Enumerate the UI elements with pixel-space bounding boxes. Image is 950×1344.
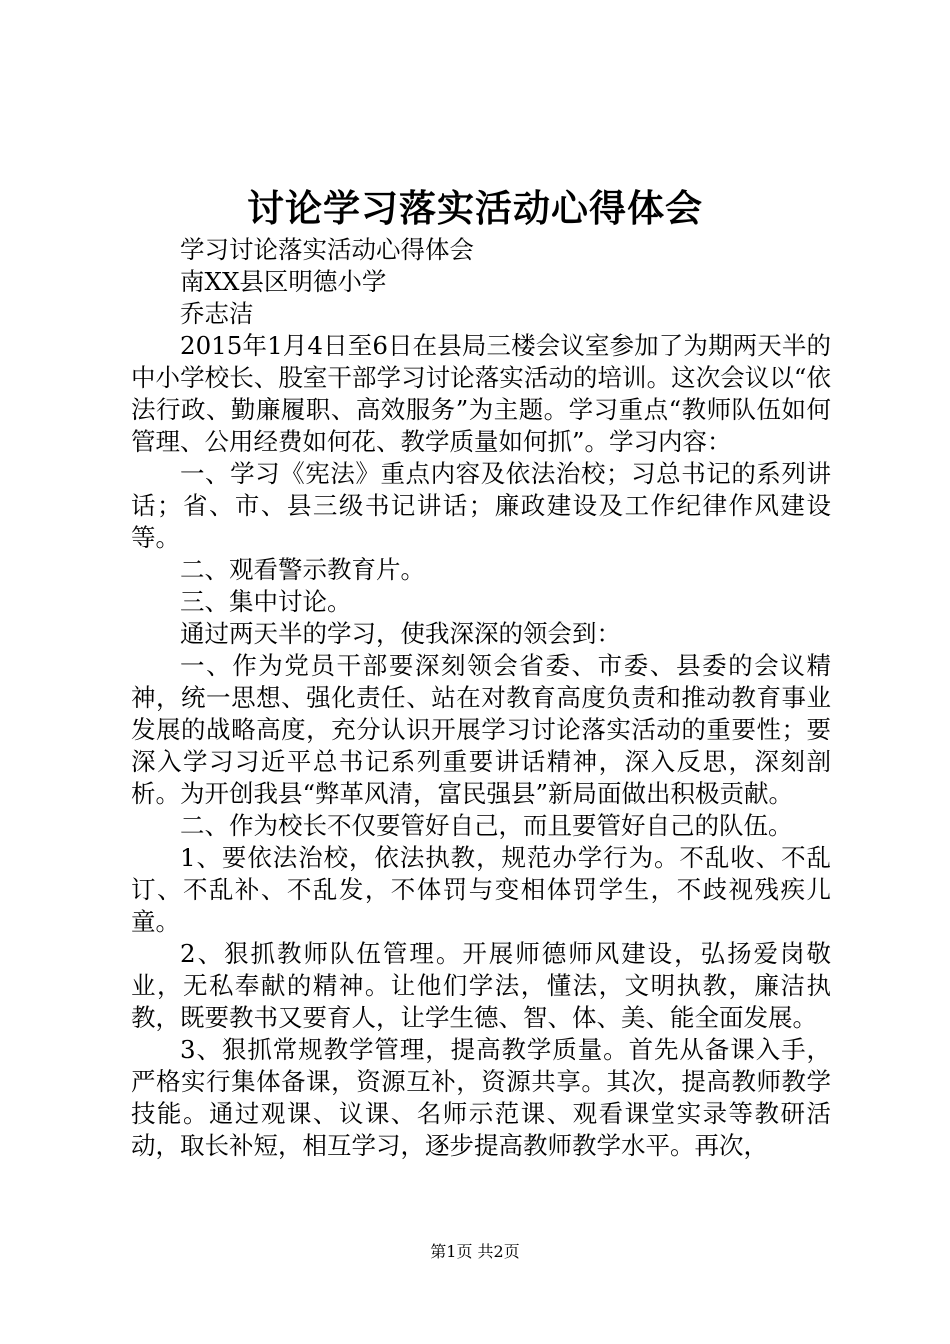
page-number-footer: 第1页 共2页 [430, 1242, 520, 1261]
body-paragraph: 2、狠抓教师队伍管理。开展师德师风建设，弘扬爱岗敬业，无私奉献的精神。让他们学法，懂法，文明执教，廉洁执教，既要教书又要育人，让学生德、智、体、美、能全面发展。 [131, 939, 831, 1032]
author-name-paragraph: 乔志洁 [180, 299, 254, 328]
school-name-paragraph: 南XX县区明德小学 [180, 267, 387, 296]
subtitle-paragraph: 学习讨论落实活动心得体会 [180, 235, 474, 264]
body-paragraph: 二、观看警示教育片。 [180, 555, 425, 584]
body-paragraph: 通过两天半的学习，使我深深的领会到： [180, 619, 621, 648]
body-paragraph: 二、作为校长不仅要管好自己，而且要管好自己的队伍。 [180, 811, 793, 840]
body-paragraph: 一、学习《宪法》重点内容及依法治校；习总书记的系列讲话；省、市、县三级书记讲话；廉政建设及工作纪律作风建设等。 [131, 459, 831, 552]
body-paragraph: 3、狠抓常规教学管理，提高教学质量。首先从备课入手，严格实行集体备课，资源互补，资源共享。其次，提高教师教学技能。通过观课、议课、名师示范课、观看课堂实录等教研活动，取长补短，相互学习，逐步提高教师教学水平。再次， [131, 1035, 831, 1160]
document-body [131, 234, 831, 1162]
body-paragraph: 2015年1月4日至6日在县局三楼会议室参加了为期两天半的中小学校长、股室干部学习讨论落实活动的培训。这次会议以“依法行政、勤廉履职、高效服务”为主题。学习重点“教师队伍如何管理、公用经费如何花、教学质量如何抓”。学习内容： [131, 331, 831, 456]
document-title: 讨论学习落实活动心得体会 [247, 187, 703, 230]
body-paragraph: 1、要依法治校，依法执教，规范办学行为。不乱收、不乱订、不乱补、不乱发，不体罚与变相体罚学生，不歧视残疾儿童。 [131, 843, 831, 936]
body-paragraph: 三、集中讨论。 [180, 587, 352, 616]
body-paragraph: 一、作为党员干部要深刻领会省委、市委、县委的会议精神，统一思想、强化责任、站在对教育高度负责和推动教育事业发展的战略高度，充分认识开展学习讨论落实活动的重要性；要深入学习习近平总书记系列重要讲话精神，深入反思，深刻剖析。为开创我县“弊革风清，富民强县”新局面做出积极贡献。 [131, 651, 831, 808]
